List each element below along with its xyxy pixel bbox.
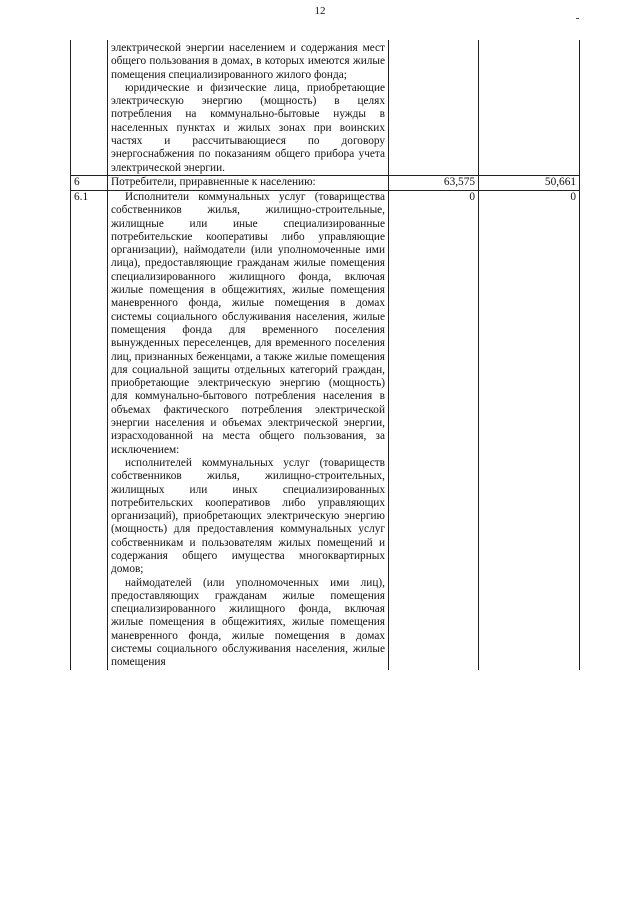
row-value-2	[479, 40, 580, 175]
row-description	[108, 40, 389, 175]
row-value-1: 63,575	[389, 175, 479, 190]
description-paragraph: электрической энергии населением и содержания мест общего пользования в домах, в которых имеются жилые помещения специализированного жилого фонда;	[111, 42, 385, 81]
scan-mark	[576, 18, 579, 19]
row-value-2: 50,661	[479, 175, 580, 190]
description-paragraph: Исполнители коммунальных услуг (товарищества собственников жилья, жилищно-строительные, жилищные или иные специализированные потребительские кооперативы либо управляющие организации), наймодатели (или уполномоченные ими лица), предоставляющие гражданам жилые помещения специализированного жилищного фонда, включая жилые помещения в общежитиях, жилые помещения маневренного фонда, жилые помещения в домах системы социального обслуживания населения, жилые помещения фонда для временного поселения вынужденных переселенцев, для временного поселения лиц, признанных беженцами, а также жилые помещения для социальной защиты отдельных категорий граждан, приобретающие электрическую энергию (мощность) для коммунально-бытового потребления населения в объемах фактического потребления электрической энергии населения и объемах электрической энергии, израсходованной на места общего пользования, за исключением:	[111, 190, 385, 456]
row-number	[71, 40, 108, 175]
description-paragraph: исполнителей коммунальных услуг (товариществ собственников жилья, жилищно-строительных, жилищных или иных специализированных потребительских кооперативов либо управляющих организаций), приобретающих электрическую энергию (мощность) для предоставления коммунальных услуг собственникам и пользователям жилых помещений и содержания общего имущества многоквартирных домов;	[111, 456, 385, 576]
row-number: 6	[71, 175, 108, 190]
row-value-2: 0	[479, 190, 580, 669]
table-row	[71, 190, 580, 669]
page-number: 12	[314, 5, 326, 17]
row-description	[108, 175, 389, 190]
description-paragraph: юридические и физические лица, приобретающие электрическую энергию (мощность) в целях потребления на коммунально-бытовые нужды в населенных пунктах и жилых зонах при воинских частях и рассчитывающиеся по договору энергоснабжения по показаниям общего прибора учета электрической энергии.	[111, 81, 385, 174]
tariff-table	[70, 40, 580, 670]
description-paragraph: наймодателей (или уполномоченных ими лиц), предоставляющих гражданам жилые помещения специализированного жилищного фонда, включая жилые помещения в общежитиях, жилые помещения маневренного фонда, жилые помещения в домах системы социального обслуживания населения, жилые помещения	[111, 576, 385, 669]
row-number: 6.1	[71, 190, 108, 669]
description-paragraph: Потребители, приравненные к населению:	[111, 175, 316, 188]
row-description	[108, 190, 389, 669]
table-row	[71, 40, 580, 175]
row-value-1: 0	[389, 190, 479, 669]
row-value-1	[389, 40, 479, 175]
table-row	[71, 175, 580, 190]
